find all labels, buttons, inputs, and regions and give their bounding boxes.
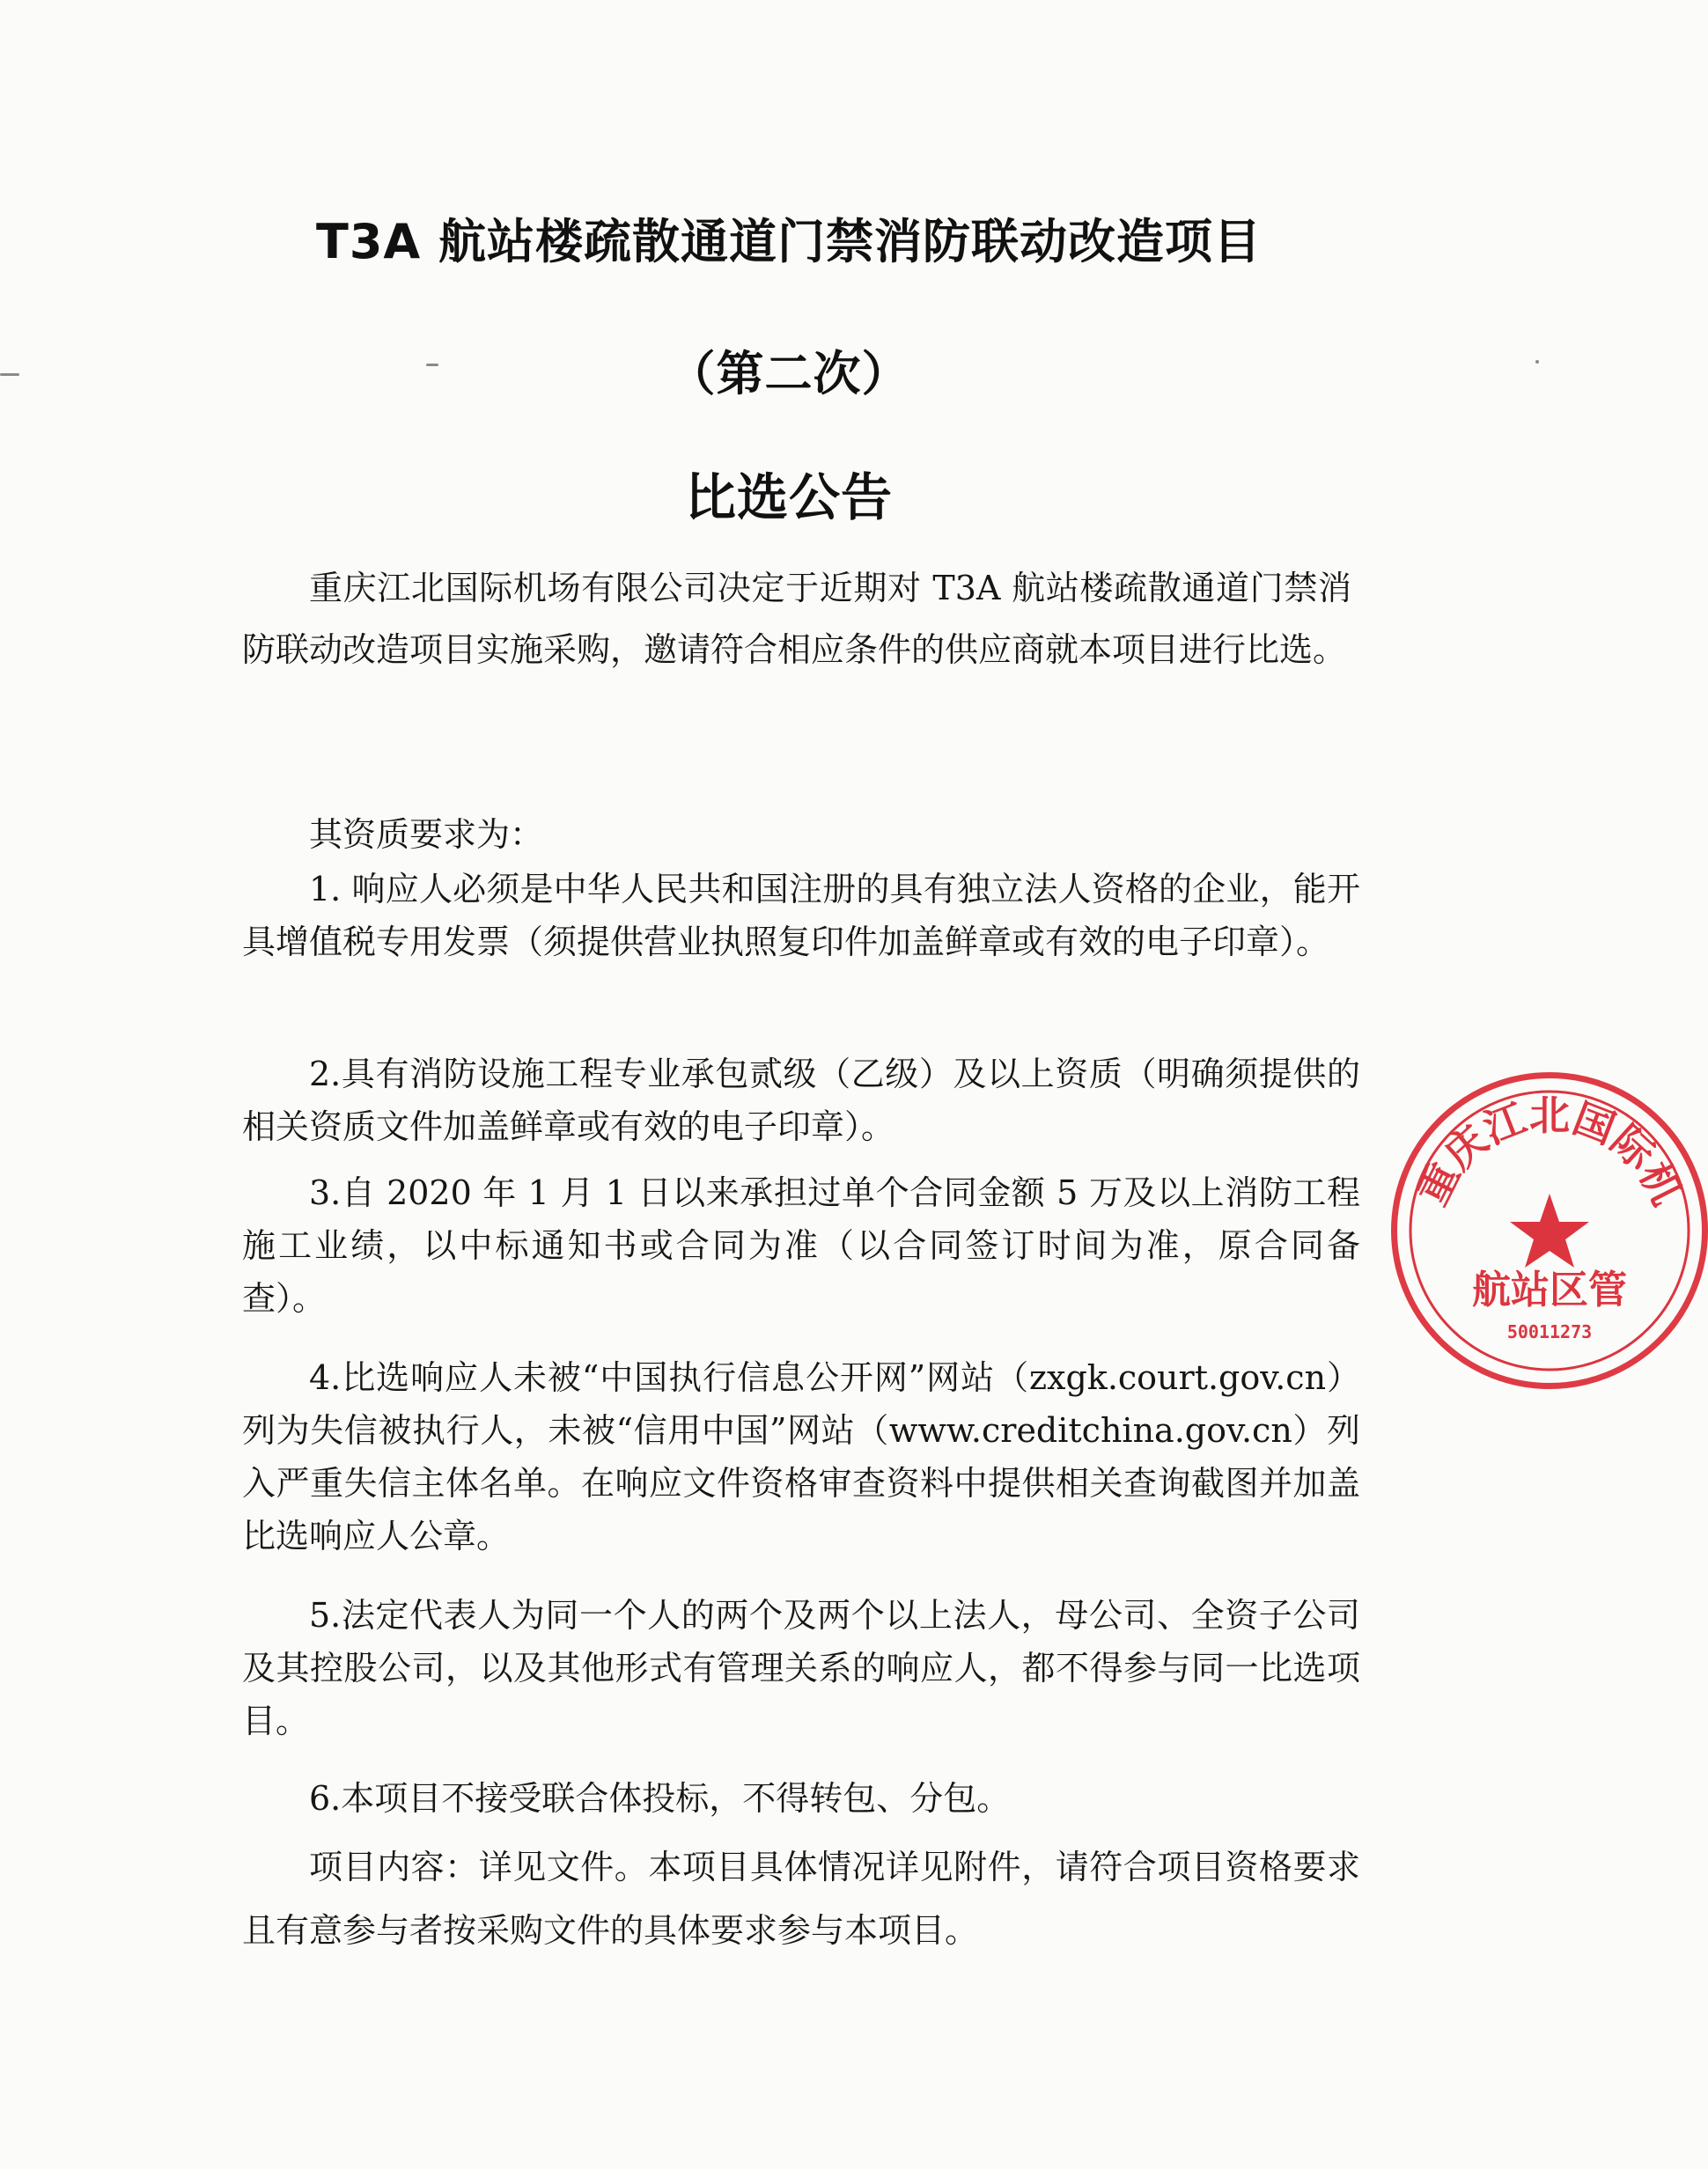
requirement-item: 1. 响应人必须是中华人民共和国注册的具有独立法人资格的企业，能开具增值税专用发票（须提供营业执照复印件加盖鲜章或有效的电子印章）。 — [242, 870, 1360, 961]
document-subtitle: （第二次） — [667, 346, 910, 401]
intro-paragraph: 重庆江北国际机场有限公司决定于近期对 T3A 航站楼疏散通道门禁消防联动改造项目实施采购，邀请符合相应条件的供应商就本项目进行比选。 — [242, 569, 1351, 669]
project-content-paragraph: 项目内容：详见文件。本项目具体情况详见附件，请符合项目资格要求且有意参与者按采购文件的具体要求参与本项目。 — [242, 1848, 1360, 1950]
seal-text-bottom: 航站区管 — [1472, 1268, 1627, 1312]
requirement-item: 2.具有消防设施工程专业承包贰级（乙级）及以上资质（明确须提供的相关资质文件加盖鲜章或有效的电子印章）。 — [242, 1055, 1360, 1146]
qualification-heading: 其资质要求为： — [309, 815, 544, 854]
official-seal-graphic — [1391, 1072, 1708, 1389]
scan-speck — [426, 364, 438, 366]
requirement-item: 6.本项目不接受联合体投标，不得转包、分包。 — [309, 1779, 1011, 1818]
star-icon — [1510, 1194, 1589, 1268]
document-title: T3A 航站楼疏散通道门禁消防联动改造项目 — [316, 214, 1262, 269]
requirement-item: 4.比选响应人未被“中国执行信息公开网”网站（zxgk.court.gov.cn）列为失信被执行人，未被“信用中国”网站（www.creditchina.gov.cn）列入严重失信主体名单。在响应文件资格审查资料中提供相关查询截图并加盖比选响应人公章。 — [242, 1358, 1360, 1555]
seal-code: 50011273 — [1506, 1321, 1593, 1342]
requirement-item: 3.自 2020 年 1 月 1 日以来承担过单个合同金额 5 万及以上消防工程施工业绩，以中标通知书或合同为准（以合同签订时间为准，原合同备查）。 — [242, 1173, 1360, 1318]
seal-text-top: 重庆江北国际机 — [1408, 1092, 1691, 1213]
scan-speck — [1535, 360, 1539, 364]
scan-speck — [0, 373, 19, 376]
requirement-item: 5.法定代表人为同一个人的两个及两个以上法人，母公司、全资子公司及其控股公司，以及其他形式有管理关系的响应人，都不得参与同一比选项目。 — [242, 1596, 1360, 1740]
document-heading: 比选公告 — [684, 467, 893, 527]
